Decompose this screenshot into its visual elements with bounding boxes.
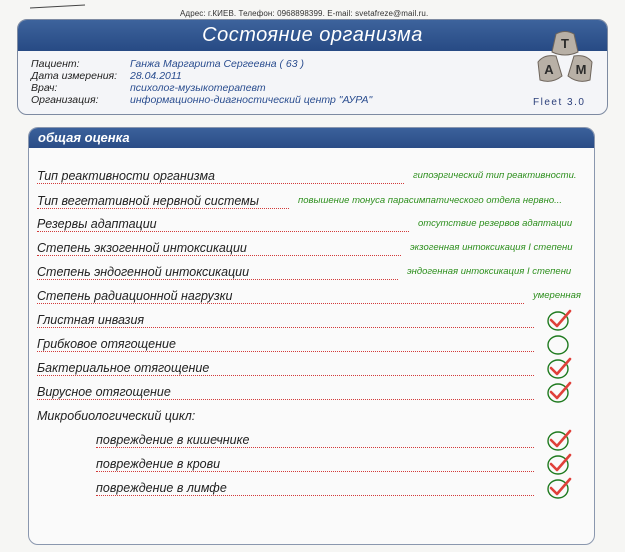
micro-heading: Микробиологический цикл: bbox=[37, 409, 196, 423]
scan-mark bbox=[30, 2, 90, 12]
assessment-label: Степень эндогенной интоксикации bbox=[37, 265, 250, 279]
doctor-label: Врач: bbox=[31, 82, 58, 94]
assessment-row bbox=[37, 241, 592, 261]
assessment-row bbox=[37, 289, 592, 309]
header-bar bbox=[18, 20, 607, 51]
assessment-value: гипоэргический тип реактивности. bbox=[413, 170, 577, 181]
check-row bbox=[37, 361, 534, 381]
assessment-row bbox=[37, 217, 592, 237]
assessment-label: Резервы адаптации bbox=[37, 217, 157, 231]
check-row bbox=[96, 433, 534, 453]
assessment-value: отсутствие резервов адаптации bbox=[418, 218, 573, 229]
check-label: Грибковое отягощение bbox=[37, 337, 176, 351]
dotted-leader bbox=[37, 327, 534, 328]
dotted-leader bbox=[37, 351, 534, 352]
assessment-row bbox=[37, 265, 592, 285]
dotted-leader bbox=[37, 231, 409, 232]
logo-letter-t: Т bbox=[561, 36, 569, 51]
assessment-label: Тип вегетативной нервной системы bbox=[37, 194, 259, 208]
patient-value: Ганжа Маргарита Сергеевна ( 63 ) bbox=[130, 58, 304, 70]
check-row bbox=[37, 337, 534, 357]
dotted-leader bbox=[37, 279, 398, 280]
assessment-title: общая оценка bbox=[38, 130, 130, 145]
assessment-value: экзогенная интоксикация I степени bbox=[410, 242, 573, 253]
dotted-leader bbox=[96, 447, 534, 448]
header-panel bbox=[17, 19, 608, 115]
doctor-value: психолог-музыкотерапевт bbox=[130, 82, 266, 94]
assessment-value: повышение тонуса парасимпатического отдела нервно... bbox=[298, 195, 563, 206]
date-label: Дата измерения: bbox=[31, 70, 118, 82]
check-row bbox=[37, 313, 534, 333]
organization-label: Организация: bbox=[31, 94, 99, 106]
check-mark-icon bbox=[546, 429, 572, 451]
check-label: Глистная инвазия bbox=[37, 313, 145, 327]
dotted-leader bbox=[37, 303, 524, 304]
dotted-leader bbox=[37, 375, 534, 376]
date-value: 28.04.2011 bbox=[130, 70, 182, 82]
dotted-leader bbox=[37, 208, 289, 209]
assessment-value: эндогенная интоксикация I степени bbox=[407, 266, 572, 277]
empty-circle-icon bbox=[546, 333, 572, 355]
check-label: Вирусное отягощение bbox=[37, 385, 171, 399]
check-label: повреждение в крови bbox=[96, 457, 221, 471]
check-row bbox=[37, 385, 534, 405]
assessment-row bbox=[37, 169, 592, 189]
organization-value: информационно-диагностический центр "АУРА" bbox=[130, 94, 373, 106]
assessment-label: Степень радиационной нагрузки bbox=[37, 289, 233, 303]
assessment-row bbox=[37, 194, 592, 214]
check-label: Бактериальное отягощение bbox=[37, 361, 210, 375]
check-label: повреждение в кишечнике bbox=[96, 433, 250, 447]
atm-logo bbox=[534, 30, 596, 88]
patient-label: Пациент: bbox=[31, 58, 80, 70]
product-name: Fleet 3.0 bbox=[533, 97, 586, 108]
dotted-leader bbox=[37, 255, 401, 256]
dotted-leader bbox=[96, 495, 534, 496]
logo-letter-a: А bbox=[544, 62, 554, 77]
assessment-value: умеренная bbox=[533, 290, 581, 301]
check-mark-icon bbox=[546, 477, 572, 499]
check-mark-icon bbox=[546, 453, 572, 475]
check-row bbox=[96, 457, 534, 477]
assessment-label: Тип реактивности организма bbox=[37, 169, 215, 183]
check-row bbox=[96, 481, 534, 501]
page-title: Состояние организма bbox=[202, 24, 423, 46]
check-label: повреждение в лимфе bbox=[96, 481, 227, 495]
check-mark-icon bbox=[546, 381, 572, 403]
check-mark-icon bbox=[546, 309, 572, 331]
logo-letter-m: М bbox=[575, 62, 587, 77]
assessment-panel bbox=[28, 127, 595, 545]
dotted-leader bbox=[37, 183, 404, 184]
assessment-bar bbox=[29, 128, 594, 148]
dotted-leader bbox=[37, 399, 534, 400]
assessment-label: Степень экзогенной интоксикации bbox=[37, 241, 247, 255]
check-mark-icon bbox=[546, 357, 572, 379]
dotted-leader bbox=[96, 471, 534, 472]
contact-line: Адрес: г.КИЕВ. Телефон: 0968898399. E-mail: svetafreze@mail.ru. bbox=[180, 9, 429, 18]
